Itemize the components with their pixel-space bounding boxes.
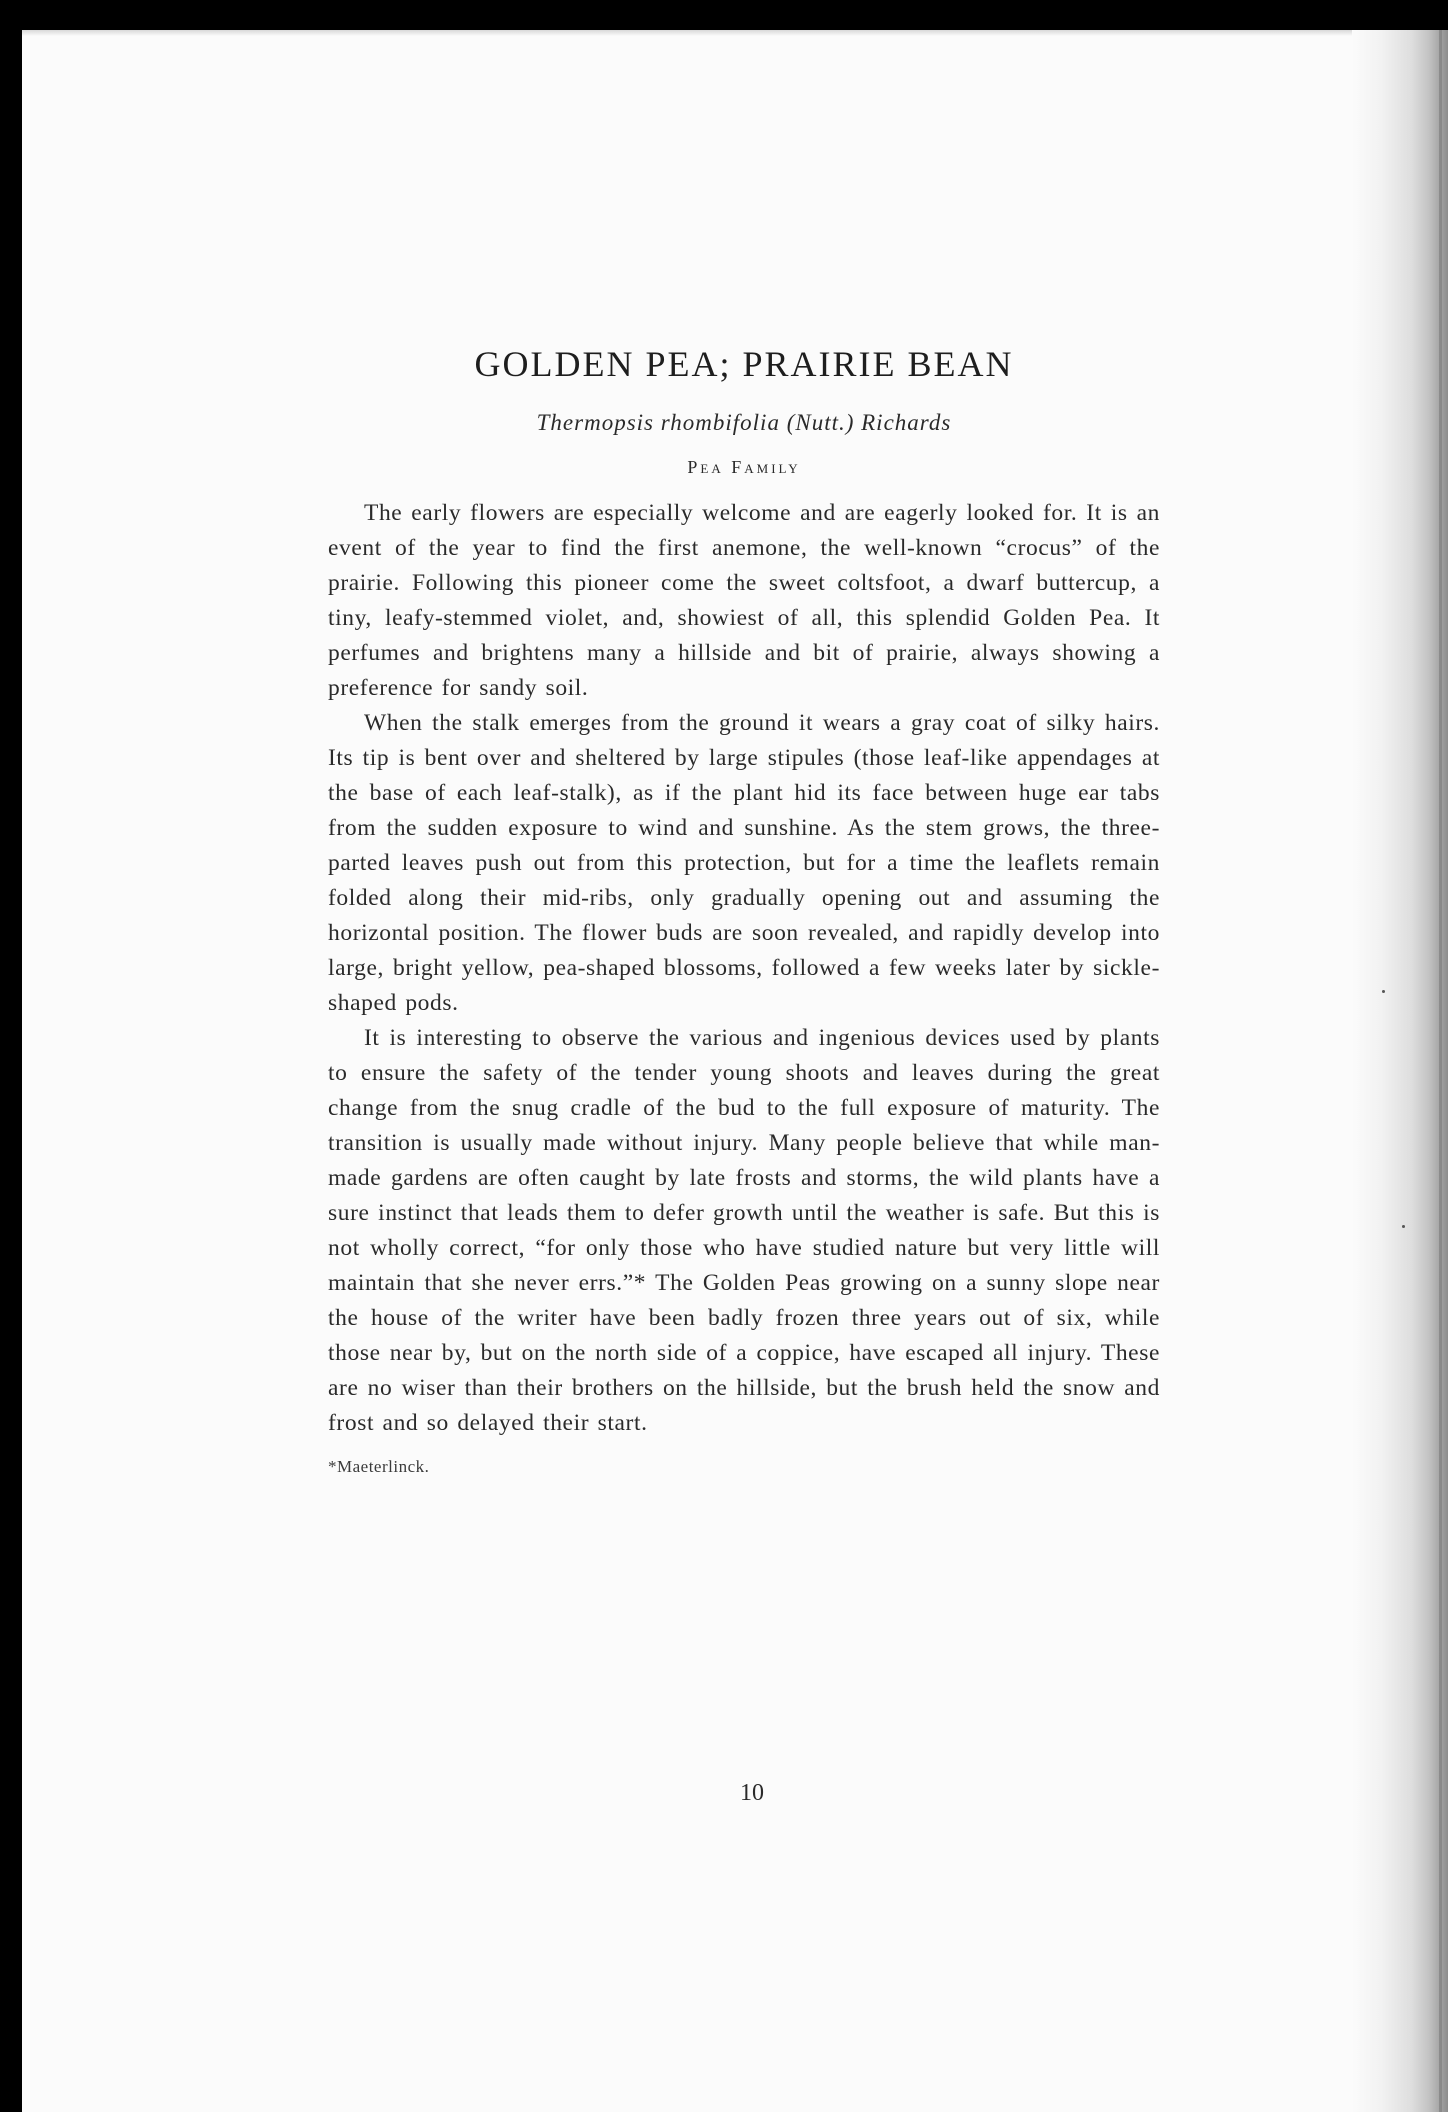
article	[328, 342, 1160, 1479]
page-top-shadow	[22, 30, 1448, 36]
body-paragraph: The early flowers are especially welcome and are eagerly looked for. It is an event of the year to find the first anemone, the well-known “crocus” of the prairie. Following this pioneer come the sweet coltsfoot, a dwarf buttercup, a tiny, leafy-stemmed violet, and, showiest of all, this splendid Golden Pea. It perfumes and brightens many a hillside and bit of prairie, always showing a preference for sandy soil.	[328, 500, 1160, 701]
book-page	[22, 30, 1448, 2112]
body-paragraph: It is interesting to observe the various and ingenious devices used by plants to ensure the safety of the tender young shoots and leaves during the great change from the snug cradle of the bud to the full exposure of maturity. The transition is usually made without injury. Many people believe that while man-made gardens are often caught by late frosts and storms, the wild plants have a sure instinct that leads them to defer growth until the weather is safe. But this is not wholly correct, “for only those who have studied nature but very little will maintain that she never errs.”* The Golden Peas growing on a sunny slope near the house of the writer have been badly frozen three years out of six, while those near by, but on the north side of a coppice, have escaped all injury. These are no wiser than their brothers on the hillside, but the brush held the snow and frost and so delayed their start.	[328, 1025, 1160, 1436]
footnote: *Maeterlinck.	[328, 1457, 430, 1476]
body-paragraph: When the stalk emerges from the ground it wears a gray coat of silky hairs. Its tip is bent over and sheltered by large stipules (those leaf-like appendages at the base of each leaf-stalk), as if the plant hid its face between huge ear tabs from the sudden exposure to wind and sunshine. As the stem grows, the three-parted leaves push out from this protection, but for a time the leaflets remain folded along their mid-ribs, only gradually opening out and assuming the horizontal position. The flower buds are soon revealed, and rapidly develop into large, bright yellow, pea-shaped blossoms, followed a few weeks later by sickle-shaped pods.	[328, 710, 1160, 1016]
article-title: GOLDEN PEA; PRAIRIE BEAN	[474, 344, 1014, 384]
scientific-name: Thermopsis rhombifolia (Nutt.) Richards	[536, 410, 952, 435]
plant-family: Pea Family	[687, 457, 801, 477]
page-gutter-shadow	[1352, 30, 1448, 2112]
page-number: 10	[740, 1780, 764, 1806]
scan-speck	[1402, 1225, 1405, 1228]
scan-speck	[1382, 990, 1385, 993]
page-gutter-edge	[1439, 30, 1442, 2112]
